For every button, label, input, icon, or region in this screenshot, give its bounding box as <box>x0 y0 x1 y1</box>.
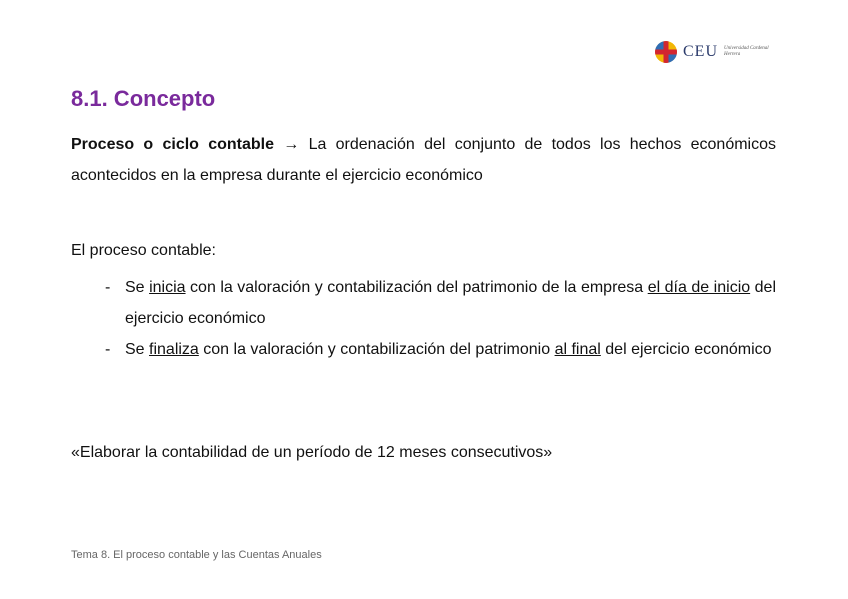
footer-text: Tema 8. El proceso contable y las Cuentas Anuales <box>71 549 322 561</box>
page-title: 8.1. Concepto <box>71 86 216 111</box>
logo-brand: CEU <box>683 43 718 60</box>
underlined-text: inicia <box>149 279 186 296</box>
intro-text: El proceso contable: <box>71 242 216 259</box>
list-text: con la valoración y contabilización del patrimonio <box>198 341 555 358</box>
ceu-cross-icon <box>655 41 677 63</box>
list-item <box>105 334 776 365</box>
list-item <box>105 272 776 334</box>
arrow-icon: → <box>283 136 300 153</box>
definition-paragraph <box>71 129 776 191</box>
underlined-text: el día de inicio <box>647 279 751 296</box>
list-text: del ejercicio económico <box>125 279 777 327</box>
list-dash: - <box>105 279 111 296</box>
university-logo <box>655 40 776 64</box>
definition-text: La ordenación del conjunto de todos los hechos económicos acontecidos en la empresa durante el ejercicio económico <box>71 136 776 184</box>
list-text: Se <box>125 341 150 358</box>
underlined-text: al final <box>554 341 601 358</box>
list-dash: - <box>105 341 111 358</box>
logo-subtitle: Universidad Cardenal Herrera <box>724 46 769 57</box>
definition-term: Proceso o ciclo contable <box>71 136 275 153</box>
quote-text: «Elaborar la contabilidad de un período de 12 meses consecutivos» <box>71 444 553 461</box>
list-text: del ejercicio económico <box>600 341 772 358</box>
list-text: con la valoración y contabilización del patrimonio de la empresa <box>185 279 648 296</box>
list-text: Se <box>125 279 150 296</box>
process-list <box>105 272 776 365</box>
underlined-text: finaliza <box>149 341 199 358</box>
